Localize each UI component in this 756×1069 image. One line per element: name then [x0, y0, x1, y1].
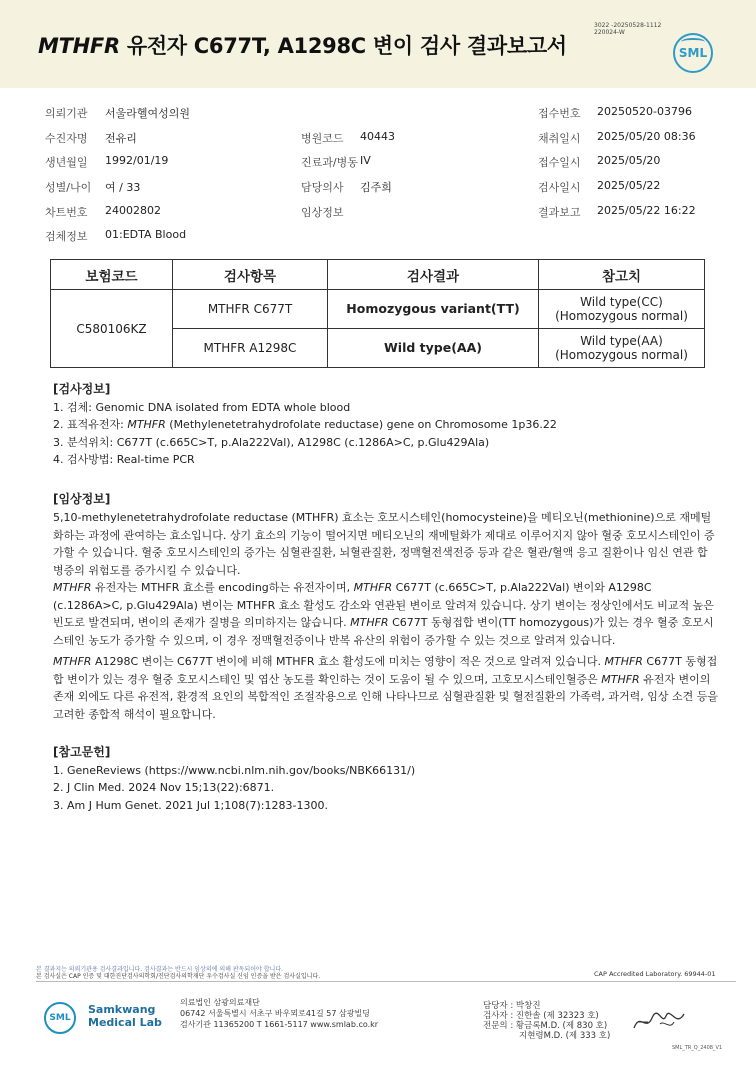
company-name: Samkwang Medical Lab [88, 1003, 162, 1029]
test-info-title: [검사정보] [53, 382, 111, 396]
test-item: MTHFR C677T [173, 290, 328, 329]
report-date-row: 결과보고 2025/05/22 16:22 [538, 204, 696, 219]
company-address: 의료법인 삼광의료재단 06742 서울특별시 서초구 바우뫼로41길 57 삼광빌딩 검사기관 11365200 T 1661-5117 www.smlab.co.kr [180, 998, 379, 1029]
footer-note-2: 본 검사실은 CAP 인증 및 대한진단검사의학회/진단검사의학재단 우수검사실 신임 인증을 받은 검사실입니다. [36, 973, 321, 980]
test-info-section [53, 381, 557, 469]
references-title: [참고문헌] [53, 745, 111, 759]
clinical-paragraph-2: MTHFR 유전자는 MTHFR 효소를 encoding하는 유전자이며, MTHFR C677T (c.665C>T, p.Ala222Val) 변이와 A1298C (c.1286A>C, p.Glu429Ala) 변이는 MTHFR 효소 활성도 감소와 연관된 변이로 알려져 있습니다. 상기 변이는 정상인에서도 비교적 높은 빈도로 발견되며, 변이의 존재가 질병을 의미하지는 않습니다. MTHFR C677T 동형접합 변이(TT homozygous)가 있는 경우 혈중 호모시스테인 농도가 증가할 수 있으며, 이 경우 정맥혈전증이나 반복 유산의 위험이 증가할 수 있는 것으로 알려져 있습니다. [53, 581, 714, 647]
document-number: 3022 -20250528-1112 220024-W [594, 22, 662, 36]
sml-logo: SML [673, 33, 713, 73]
header-item: 검사항목 [173, 260, 328, 290]
name-row: 수진자명 전유리 [45, 132, 137, 145]
receipt-date-row: 접수일시 2025/05/20 [538, 154, 661, 169]
report-title: MTHFR 유전자 C677T, A1298C 변이 검사 결과보고서 [38, 34, 567, 58]
test-info-line: 1. 검체: Genomic DNA isolated from EDTA whole blood [53, 400, 351, 414]
results-table [50, 259, 705, 368]
footer-note-1: 본 결과지는 의뢰기관용 검사결과입니다. 검사결과는 반드시 임상의에 의해 판독되어야 합니다. [36, 966, 284, 973]
cap-accreditation: CAP Accredited Laboratory. 69944-01 [594, 970, 716, 978]
sml-footer-logo: SML [44, 1002, 76, 1034]
hospital-row: 의뢰기관 서울라헬여성의원 [45, 107, 191, 120]
clinical-info-title: [임상정보] [53, 492, 111, 506]
reference-item: 2. J Clin Med. 2024 Nov 15;13(22):6871. [53, 781, 275, 794]
test-item: MTHFR A1298C [173, 329, 328, 368]
test-info-line: 3. 분석위치: C677T (c.665C>T, p.Ala222Val), A1298C (c.1286A>C, p.Glu429Ala) [53, 435, 490, 449]
staff-list: 담당자 : 박창진 검사자 : 진한솔 (제 32323 호) 전문의 : 황금록M.D. (제 830 호) 지현령M.D. (제 333 호) [483, 1001, 611, 1041]
reference-item: 3. Am J Hum Genet. 2021 Jul 1;108(7):1283-1300. [53, 798, 328, 812]
test-info-line: 4. 검사방법: Real-time PCR [53, 453, 195, 466]
clinical-row: 임상정보 [301, 206, 344, 219]
reference-item: 1. GeneReviews (https://www.ncbi.nlm.nih.gov/books/NBK66131/) [53, 763, 416, 777]
report-header [0, 0, 756, 88]
chart-row: 차트번호 24002802 [45, 204, 161, 219]
hospcode-row: 병원코드 40443 [301, 130, 395, 145]
sexage-row: 성별/나이 여 / 33 [45, 181, 141, 194]
footer-divider [36, 981, 736, 982]
header-code: 보험코드 [51, 260, 173, 290]
collect-row: 채취일시 2025/05/20 08:36 [538, 130, 696, 145]
receipt-no-row: 접수번호 20250520-03796 [538, 105, 692, 120]
header-result: 검사결과 [328, 260, 539, 290]
clinical-paragraph-3: MTHFR A1298C 변이는 C677T 변이에 비해 MTHFR 효소 활성도에 미치는 영향이 적은 것으로 알려져 있습니다. MTHFR C677T 동형접합 변이가 있는 경우 혈중 호모시스테인 및 엽산 농도를 확인하는 것이 도움이 될 수 있으며, 고호모시스테인혈증은 MTHFR 유전자 변이의 존재 외에도 다른 유전적, 환경적 요인의 복합적인 조절작용으로 인해 나타나므로 심혈관질환 및 혈전질환의 가족력, 과거력, 임상 소견 등을 고려한 종합적 해석이 필요합니다. [53, 655, 718, 721]
version-code: SML_TR_Q_2408_V1 [672, 1045, 723, 1051]
specimen-row: 검체정보 01:EDTA Blood [45, 228, 187, 243]
birth-row: 생년월일 1992/01/19 [45, 154, 169, 169]
test-info-line: 2. 표적유전자: MTHFR (Methylenetetrahydrofolate reductase) gene on Chromosome 1p36.22 [53, 418, 557, 431]
table-row [51, 290, 705, 329]
references-section [53, 744, 415, 814]
test-result: Homozygous variant(TT) [328, 290, 539, 329]
test-date-row: 검사일시 2025/05/22 [538, 179, 661, 194]
dept-row: 진료과/병동 IV [301, 154, 371, 169]
table-header-row [51, 260, 705, 290]
reference-value: Wild type(AA) (Homozygous normal) [539, 329, 705, 368]
test-result: Wild type(AA) [328, 329, 539, 368]
signature-mark [630, 1008, 688, 1034]
clinical-paragraph-1: 5,10-methylenetetrahydrofolate reductase (MTHFR) 효소는 호모시스테인(homocysteine)을 메티오닌(methionine)으로 재메틸화하는 과정에 관여하는 효소입니다. 상기 효소의 기능이 떨어지면 메티오닌의 재메틸화가 제대로 이루어지지 않아 혈중 호모시스테인이 증가할 수 있습니다. 혈중 호모시스테인의 증가는 심혈관질환, 뇌혈관질환, 정맥혈전색전증 등과 같은 혈관/혈액 응고 질환이나 임신 연관 합병증의 위험도를 증가시킬 수 있습니다. [53, 511, 715, 577]
reference-value: Wild type(CC) (Homozygous normal) [539, 290, 705, 329]
insurance-code: C580106KZ [51, 290, 173, 368]
header-ref: 참고치 [539, 260, 705, 290]
doctor-row: 담당의사 김주희 [301, 181, 392, 194]
